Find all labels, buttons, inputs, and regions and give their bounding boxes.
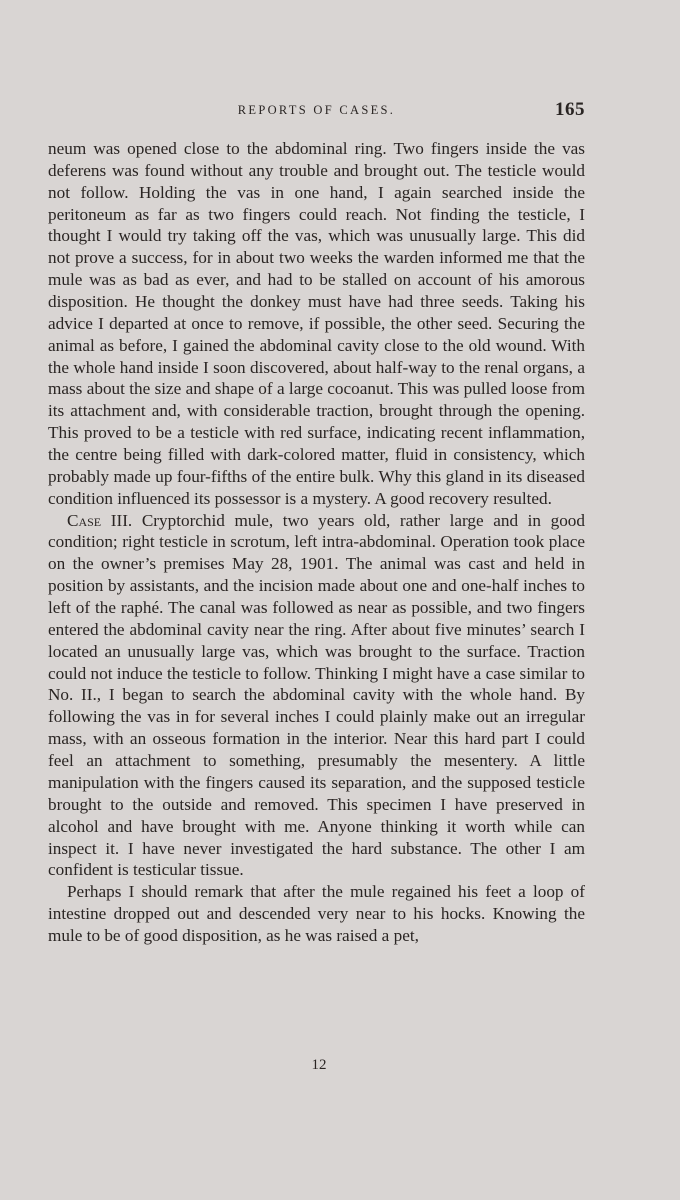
paragraph-text: neum was opened close to the abdominal ring. Two fingers inside the vas deferens was found without any trouble and brought out. The testicle would not follow. Holding the vas in one hand, I again searched inside the peritoneum as far as two fingers could reach. Not finding the testicle, I thought I would try taking off the vas, which was unusually large. This did not prove a success, for in about two weeks the warden informed me that the mule was as bad as ever, and had to be stalled on account of his amorous disposition. He thought the donkey must have had three seeds. Taking his advice I departed at once to remove, if possible, the other seed. Securing the animal as before, I gained the abdominal cavity close to the old wound. With the whole hand inside I soon discovered, about half-way to the renal organs, a mass about the size and shape of a large cocoanut. This was pulled loose from its attachment and, with considerable traction, brought through the opening. This proved to be a testicle with red surface, indicating recent inflammation, the centre being filled with dark-colored matter, fluid in consistency, which probably made up four-fifths of the entire bulk. Why this gland in its diseased condition influenced its possessor is a mystery. A good recovery resulted. — [48, 139, 585, 508]
running-head: REPORTS OF CASES. — [237, 103, 396, 117]
page-header — [48, 99, 585, 123]
body-text — [48, 138, 585, 947]
signature-mark: 12 — [311, 1057, 327, 1073]
paragraph-case-ii-continued — [48, 138, 585, 510]
paragraph-case-iii — [48, 510, 585, 882]
paragraph-remark — [48, 881, 585, 947]
page-number: 165 — [555, 99, 585, 120]
paragraph-text: Perhaps I should remark that after the mule regained his feet a loop of intestine dropped out and descended very near to his hocks. Knowing the mule to be of good disposition, as he was raised a pet, — [48, 882, 585, 945]
case-label: Case III. — [67, 510, 133, 530]
paragraph-text: Cryptorchid mule, two years old, rather large and in good condition; right testicle in scrotum, left intra-abdominal. Operation took place on the owner’s premises May 28, 1901. The animal was cast and held in position by assistants, and the incision made about one and one-half inches to left of the raphé. The canal was followed as near as possible, and two fingers entered the abdominal cavity near the ring. After about five minutes’ search I located an unusually large vas, which was brought to the surface. Traction could not induce the testicle to follow. Thinking I might have a case similar to No. II., I began to search the abdominal cavity with the whole hand. By following the vas in for several inches I could plainly make out an irregular mass, with an osseous formation in the interior. Near this hard part I could feel an attachment to something, presumably the mesentery. A little manipulation with the fingers caused its separation, and the supposed testicle brought to the outside and removed. This specimen I have preserved in alcohol and have brought with me. Anyone thinking it worth while can inspect it. I have never investigated the hard substance. The other I am confident is testicular tissue. — [48, 510, 585, 880]
